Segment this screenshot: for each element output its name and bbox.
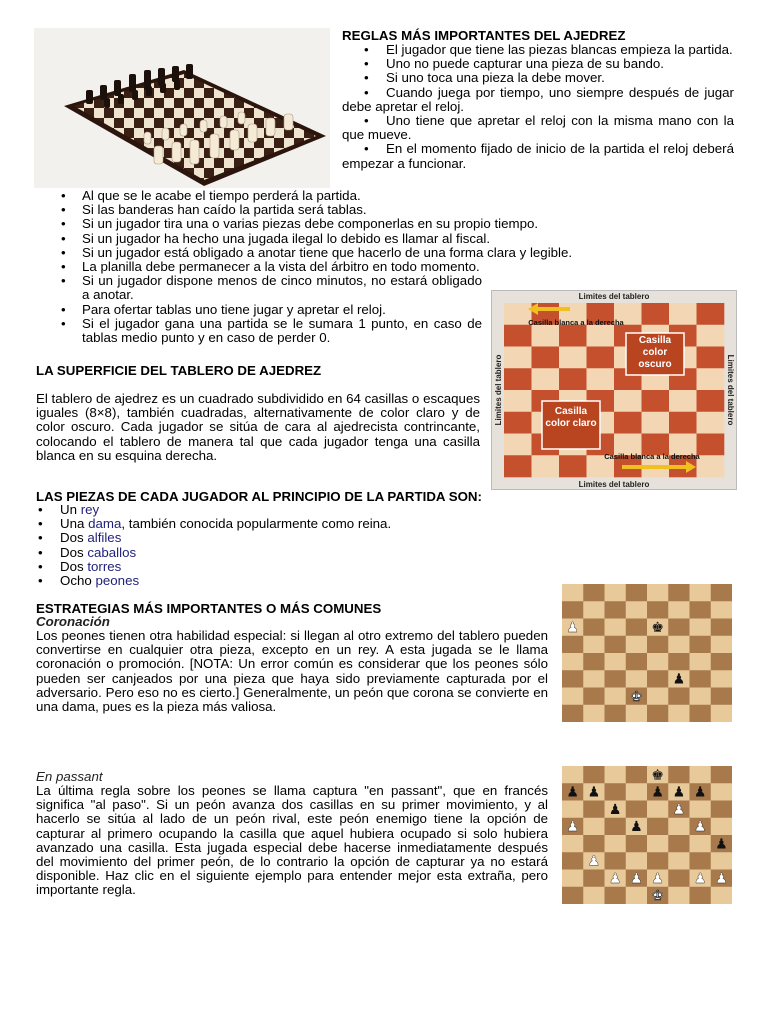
diagram-label-top: Limites del tablero (578, 292, 650, 301)
list-item: • El jugador que tiene las piezas blancas empieza la partida. (364, 42, 733, 57)
passant-text: La última regla sobre los peones se llama captura "en passant", que en francés significa "al paso". Si un peón avanza dos casillas en su primer movimiento, y al hacerlo se sitúa al lado de un peón rival, este peón enemigo tiene la opción de capturar al primero ocupando la casilla que aquel hubiera ocupado si solo hubiera avanzado una casilla. Esta jugada especial debe hacerse inmediatamente después del movimiento del primer peón, de lo contrario la opción de capturar ya no estará disponible. Haz clic en el siguiente ejemplo para entender mejor esta extraña, pero importante regla. (36, 783, 548, 898)
board-square (711, 584, 732, 602)
board-square (605, 818, 627, 836)
chess-piece-icon: ♟ (587, 784, 601, 801)
link-caballos[interactable]: caballos (87, 544, 137, 560)
board-square (583, 619, 605, 637)
chess-piece-icon: ♟ (608, 870, 622, 887)
board-square (647, 705, 669, 722)
board-square (642, 390, 670, 412)
rules-title: REGLAS MÁS IMPORTANTES DEL AJEDREZ (342, 28, 626, 43)
list-item: • Un rey (38, 502, 100, 517)
chess-piece-icon: ♟ (693, 784, 707, 801)
board-square (562, 705, 584, 722)
list-item: • Si un jugador ha hecho una jugada ilegal lo debido es llamar al fiscal. (61, 230, 491, 246)
board-square (647, 670, 669, 688)
light-square-label: Casilla color claro (545, 406, 597, 429)
list-item: • Cuando juega por tiempo, uno siempre después de jugar debe apretar el reloj. (342, 84, 734, 114)
board-square (711, 601, 732, 619)
chess-set-photo (34, 28, 330, 188)
board-square (690, 653, 712, 671)
passant-title: En passant (36, 769, 103, 784)
diagram-label-bottom: Limites del tablero (578, 480, 650, 489)
list-item: • Al que se le acabe el tiempo perderá la partida. (61, 188, 361, 203)
chess-piece-icon: ♚ (630, 688, 643, 705)
chess-piece-icon: ♟ (651, 870, 664, 887)
list-item: • Dos caballos (38, 544, 137, 560)
chess-piece-icon: ♟ (693, 819, 707, 836)
chess-piece-icon: ♟ (587, 853, 601, 870)
chess-piece-icon: ♚ (651, 619, 664, 636)
list-item: • Dos torres (38, 558, 122, 574)
pieces-section-title: LAS PIEZAS DE CADA JUGADOR AL PRINCIPIO DE LA PARTIDA SON: (36, 489, 482, 504)
board-square (711, 852, 732, 870)
chess-piece-icon: ♟ (672, 671, 686, 688)
list-item: • Una dama, también conocida popularmente como reina. (38, 516, 392, 532)
board-square (605, 705, 627, 722)
board-square (605, 887, 627, 904)
board-square (626, 852, 648, 870)
board-square (669, 303, 697, 325)
list-item: • En el momento fijado de inicio de la partida el reloj deberá empezar a funcionar. (342, 141, 734, 171)
diagram-label-left: Limites del tablero (494, 354, 503, 426)
board-square (562, 636, 584, 654)
link-rey[interactable]: rey (80, 502, 100, 517)
board-square (562, 688, 584, 706)
board-square (697, 455, 725, 477)
board-square (583, 818, 605, 836)
board-square (626, 705, 648, 722)
rules-top-list (342, 43, 734, 171)
board-square (583, 870, 605, 888)
board-square (583, 835, 605, 853)
board-square (711, 653, 732, 671)
list-item: • Uno tiene que apretar el reloj con la misma mano con la que mueve. (342, 113, 734, 143)
chess-piece-icon: ♟ (672, 801, 686, 818)
list-item: • Si un jugador dispone menos de cinco minutos, no estará obligado a anotar. (61, 273, 482, 303)
board-square (642, 412, 670, 434)
diagram-corner-bottom: Casilla blanca a la derecha (604, 452, 700, 461)
board-square (626, 766, 648, 784)
chess-piece-icon: ♟ (630, 870, 643, 887)
chess-piece-icon: ♟ (672, 784, 686, 801)
board-square (690, 619, 712, 637)
board-square (626, 887, 648, 904)
board-diagram (491, 290, 737, 490)
board-square (711, 766, 732, 784)
board-square (559, 347, 587, 369)
board-diagram-svg (492, 291, 736, 489)
board-square (559, 368, 587, 390)
chess-piece-icon: ♟ (715, 836, 728, 853)
board-square (711, 670, 732, 688)
board-square (697, 434, 725, 456)
board-square (587, 347, 615, 369)
board-square (504, 412, 532, 434)
board-square (626, 601, 648, 619)
coronation-board-svg (562, 584, 732, 722)
list-item: • Si un jugador está obligado a anotar tiene que hacerlo de una forma clara y legible. (61, 244, 573, 260)
board-square (711, 783, 732, 801)
board-square (504, 368, 532, 390)
link-peones[interactable]: peones (95, 573, 140, 589)
board-square (647, 653, 669, 671)
board-square (504, 325, 532, 347)
board-square (697, 368, 725, 390)
board-square (587, 325, 615, 347)
board-square (587, 368, 615, 390)
board-square (647, 852, 669, 870)
board-square (711, 887, 732, 904)
chess-piece-icon: ♚ (651, 767, 664, 784)
board-square (669, 390, 697, 412)
coronacion-text: Los peones tienen otra habilidad especial: si llegan al otro extremo del tablero pueden convertirse en cualquier otra pieza, excepto en un rey. A esta jugada se le llama coronación o promoción. [NOTA: Un error común es considerar que los peones sólo pueden ser canjeados por una pieza que haya sido previamente capturada por el adversario. Pero eso no es cierto.] Generalmente, un peón que corona se convierte en una dama, pues es la pieza más valiosa. (36, 628, 548, 715)
board-square (697, 412, 725, 434)
board-square (647, 636, 669, 654)
board-square (605, 653, 627, 671)
diagram-corner-top: Casilla blanca a la derecha (528, 318, 624, 327)
board-square (532, 368, 560, 390)
coronacion-title: Coronación (36, 614, 110, 629)
board-square (690, 688, 712, 706)
board-square (583, 801, 605, 819)
board-square (504, 434, 532, 456)
board-square (626, 653, 648, 671)
board-square (605, 619, 627, 637)
board-square (614, 390, 642, 412)
board-square (697, 347, 725, 369)
board-square (605, 670, 627, 688)
chess-piece-icon: ♟ (630, 819, 643, 836)
chess-piece-icon: ♟ (566, 619, 579, 636)
board-square (711, 636, 732, 654)
chess-piece-icon: ♟ (608, 801, 622, 818)
list-item: • Si uno toca una pieza la debe mover. (364, 70, 605, 86)
link-torres[interactable]: torres (87, 558, 122, 574)
board-square (668, 705, 690, 722)
board-square (697, 303, 725, 325)
board-square (532, 455, 560, 477)
board-square (605, 852, 627, 870)
board-square (562, 601, 584, 619)
en-passant-board-svg (562, 766, 732, 904)
rules-list (36, 188, 573, 346)
board-square (668, 870, 690, 888)
board-square (605, 835, 627, 853)
board-square (690, 584, 712, 602)
board-square (626, 801, 648, 819)
board-square (697, 325, 725, 347)
chessboard-photo-illustration (34, 28, 330, 188)
board-square (711, 688, 732, 706)
en-passant-board (562, 766, 732, 904)
list-item: • Uno no puede capturar una pieza de su bando. (364, 56, 664, 72)
board-square (668, 852, 690, 870)
strategies-title: ESTRATEGIAS MÁS IMPORTANTES O MÁS COMUNES (36, 601, 382, 616)
board-square (690, 705, 712, 722)
board-square (642, 303, 670, 325)
board-square (668, 835, 690, 853)
board-square (690, 670, 712, 688)
board-square (626, 835, 648, 853)
board-section-text: El tablero de ajedrez es un cuadrado subdividido en 64 casillas o escaques iguales (8×8), también cuadradas, alternativamente de color claro y de color oscuro. Cada jugador se sitúa de cara al ajedrecista contrincante, colocando el tablero de manera tal que cada jugador tenga una casilla blanca en su esquina derecha. (36, 391, 480, 463)
board-square (562, 584, 584, 602)
board-square (583, 584, 605, 602)
board-square (647, 801, 669, 819)
board-square (562, 653, 584, 671)
board-square (647, 688, 669, 706)
board-square (626, 670, 648, 688)
board-square (504, 390, 532, 412)
board-square (504, 347, 532, 369)
board-square (605, 636, 627, 654)
board-square (605, 766, 627, 784)
board-square (583, 636, 605, 654)
board-square (668, 601, 690, 619)
board-square (690, 835, 712, 853)
board-square (559, 455, 587, 477)
list-item: • Dos alfiles (38, 530, 122, 546)
list-item: • Si el jugador gana una partida se le sumara 1 punto, en caso de tablas medio punto y en caso de perder 0. (61, 315, 482, 346)
board-square (668, 887, 690, 904)
board-square (690, 601, 712, 619)
board-square (562, 766, 584, 784)
board-square (562, 852, 584, 870)
board-square (562, 801, 584, 819)
board-square (647, 601, 669, 619)
board-square (626, 783, 648, 801)
chess-piece-icon: ♟ (651, 784, 664, 801)
board-square (583, 887, 605, 904)
chess-piece-icon: ♟ (693, 870, 707, 887)
list-item: • Si un jugador tira una o varias piezas debe componerlas en su propio tiempo. (61, 216, 539, 232)
diagram-label-right: Limites del tablero (726, 354, 735, 426)
board-square (711, 801, 732, 819)
board-square (690, 766, 712, 784)
board-square (562, 835, 584, 853)
board-square (690, 801, 712, 819)
board-square (711, 705, 732, 722)
dark-square-label: Casilla color oscuro (638, 335, 672, 370)
board-square (668, 584, 690, 602)
link-alfiles[interactable]: alfiles (87, 530, 122, 546)
board-square (668, 688, 690, 706)
board-square (626, 636, 648, 654)
board-square (532, 347, 560, 369)
link-dama[interactable]: dama (88, 516, 122, 532)
pieces-list (36, 503, 536, 588)
board-square (605, 688, 627, 706)
list-item: • La planilla debe permanecer a la vista del árbitro en todo momento. (61, 259, 480, 275)
board-square (562, 870, 584, 888)
coronation-board (562, 584, 732, 722)
list-item: • Ocho peones (38, 573, 140, 589)
board-square (532, 325, 560, 347)
board-square (583, 601, 605, 619)
board-square (605, 601, 627, 619)
board-square (668, 766, 690, 784)
board-square (626, 619, 648, 637)
board-square (504, 455, 532, 477)
board-square (647, 835, 669, 853)
chess-piece-icon: ♚ (651, 888, 664, 904)
board-square (668, 653, 690, 671)
board-square (669, 412, 697, 434)
chess-piece-icon: ♟ (566, 819, 579, 836)
board-square (583, 688, 605, 706)
board-square (690, 636, 712, 654)
board-square (690, 852, 712, 870)
board-square (562, 887, 584, 904)
board-square (583, 766, 605, 784)
list-item: • Para ofertar tablas uno tiene jugar y apretar el reloj. (61, 301, 386, 317)
board-square (647, 584, 669, 602)
board-square (626, 584, 648, 602)
board-square (690, 887, 712, 904)
board-square (711, 619, 732, 637)
board-square (583, 653, 605, 671)
board-square (647, 818, 669, 836)
chess-piece-icon: ♟ (566, 784, 579, 801)
board-square (583, 670, 605, 688)
list-item: • Si las banderas han caído la partida será tablas. (61, 202, 367, 218)
board-square (562, 670, 584, 688)
board-square (668, 619, 690, 637)
board-square (605, 584, 627, 602)
board-square (697, 390, 725, 412)
board-square (668, 636, 690, 654)
board-square (614, 412, 642, 434)
board-square (583, 705, 605, 722)
board-section-title: LA SUPERFICIE DEL TABLERO DE AJEDREZ (36, 363, 322, 378)
chess-piece-icon: ♟ (715, 870, 728, 887)
board-square (711, 818, 732, 836)
board-square (605, 783, 627, 801)
board-square (559, 325, 587, 347)
board-square (668, 818, 690, 836)
